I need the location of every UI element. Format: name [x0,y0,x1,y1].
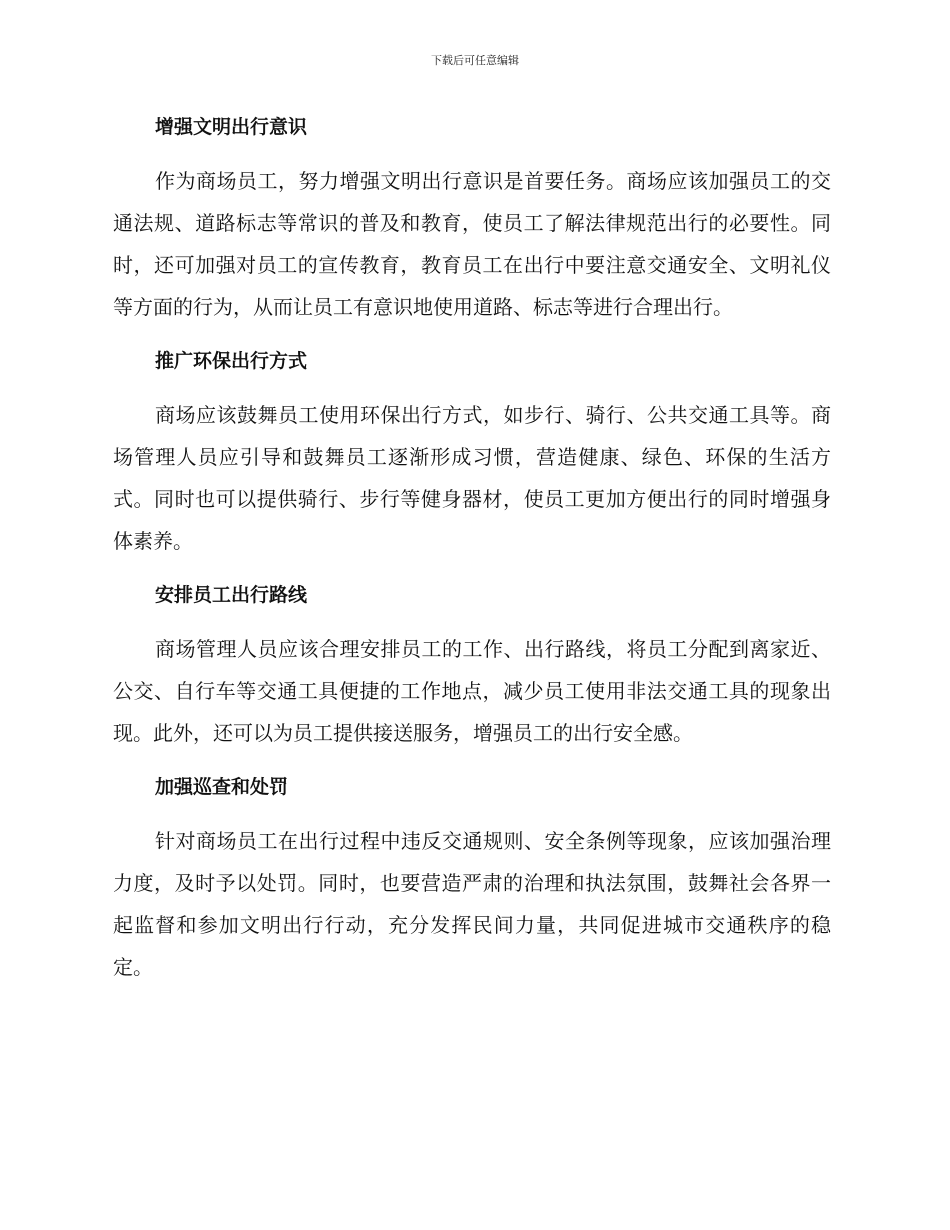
section-paragraph: 商场应该鼓舞员工使用环保出行方式，如步行、骑行、公共交通工具等。商场管理人员应引导和鼓舞员工逐渐形成习惯，营造健康、绿色、环保的生活方式。同时也可以提供骑行、步行等健身器材，使员工更加方便出行的同时增强身体素养。 [113,403,831,553]
section-heading: 加强巡查和处罚 [155,776,289,798]
header-note: 下载后可任意编辑 [431,54,519,67]
section-heading: 增强文明出行意识 [155,116,308,138]
section-heading: 推广环保出行方式 [155,350,308,372]
section-paragraph: 针对商场员工在出行过程中违反交通规则、安全条例等现象，应该加强治理力度，及时予以处罚。同时，也要营造严肃的治理和执法氛围，鼓舞社会各界一起监督和参加文明出行行动，充分发挥民间力量，共同促进城市交通秩序的稳定。 [113,829,831,979]
section-heading: 安排员工出行路线 [155,584,308,606]
section-paragraph: 商场管理人员应该合理安排员工的工作、出行路线，将员工分配到离家近、公交、自行车等交通工具便捷的工作地点，减少员工使用非法交通工具的现象出现。此外，还可以为员工提供接送服务，增强员工的出行安全感。 [113,637,831,745]
document-body [113,106,831,1000]
section-paragraph: 作为商场员工，努力增强文明出行意识是首要任务。商场应该加强员工的交通法规、道路标志等常识的普及和教育，使员工了解法律规范出行的必要性。同时，还可加强对员工的宣传教育，教育员工在出行中要注意交通安全、文明礼仪等方面的行为，从而让员工有意识地使用道路、标志等进行合理出行。 [113,169,831,319]
